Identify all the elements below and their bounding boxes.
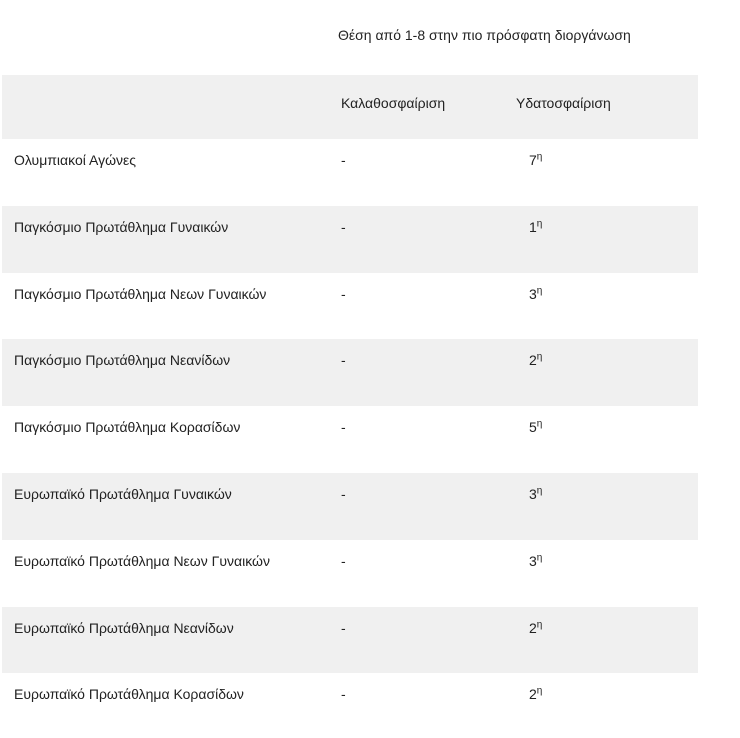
waterpolo-place-ordinal-suffix: η: [536, 485, 543, 497]
waterpolo-place-number: 5: [529, 419, 537, 436]
header-row: [2, 75, 698, 139]
competition-label: Παγκόσμιο Πρωτάθλημα Γυναικών: [14, 218, 229, 235]
waterpolo-place-ordinal-suffix: η: [536, 418, 543, 430]
waterpolo-place-ordinal-suffix: η: [536, 618, 543, 630]
basketball-value: -: [341, 686, 346, 703]
basketball-value: -: [341, 352, 346, 369]
waterpolo-place-number: 2: [529, 686, 537, 703]
waterpolo-value: [504, 540, 698, 607]
waterpolo-place-ordinal-suffix: η: [536, 351, 543, 363]
waterpolo-place-ordinal-suffix: η: [536, 552, 543, 564]
waterpolo-value: [504, 406, 698, 473]
competition-label: Ευρωπαϊκό Πρωτάθλημα Κορασίδων: [14, 686, 244, 703]
waterpolo-value: [504, 607, 698, 674]
waterpolo-value: [504, 473, 698, 540]
waterpolo-place-number: 1: [529, 218, 537, 235]
basketball-value: -: [341, 285, 346, 302]
competition-label: Ευρωπαϊκό Πρωτάθλημα Νεων Γυναικών: [14, 552, 270, 569]
competition-label: Ευρωπαϊκό Πρωτάθλημα Γυναικών: [14, 485, 232, 502]
basketball-column-header: Καλαθοσφαίριση: [341, 95, 446, 111]
waterpolo-place-number: 3: [529, 552, 537, 569]
table-row: [2, 607, 698, 674]
waterpolo-place-number: 7: [529, 152, 537, 168]
waterpolo-value: [504, 206, 698, 273]
basketball-value: -: [341, 485, 346, 502]
basketball-value: -: [341, 552, 346, 569]
competition-column-header: [2, 75, 329, 139]
table-row: [2, 206, 698, 273]
waterpolo-place-number: 2: [529, 619, 537, 636]
waterpolo-column-header: Υδατοσφαίριση: [516, 95, 611, 111]
waterpolo-value: [504, 273, 698, 340]
waterpolo-place-number: 3: [529, 285, 537, 302]
table-row: [2, 273, 698, 340]
waterpolo-place-ordinal-suffix: η: [536, 284, 543, 296]
table-row: [2, 406, 698, 473]
waterpolo-value: [504, 673, 698, 738]
table-row: [2, 540, 698, 607]
waterpolo-value: [504, 139, 698, 206]
table-row: [2, 673, 698, 738]
waterpolo-place-ordinal-suffix: η: [536, 151, 543, 163]
competition-label: Παγκόσμιο Πρωτάθλημα Νεων Γυναικών: [14, 285, 267, 302]
table-caption: Θέση από 1-8 στην πιο πρόσφατη διοργάνωση: [338, 27, 631, 43]
waterpolo-place-number: 3: [529, 485, 537, 502]
basketball-value: -: [341, 619, 346, 636]
basketball-value: -: [341, 419, 346, 436]
competition-label: Ολυμπιακοί Αγώνες: [14, 152, 136, 168]
waterpolo-place-ordinal-suffix: η: [536, 218, 543, 230]
waterpolo-value: [504, 339, 698, 406]
table-row: [2, 473, 698, 540]
table-body: [2, 139, 698, 738]
table-row: [2, 139, 698, 206]
competition-label: Ευρωπαϊκό Πρωτάθλημα Νεανίδων: [14, 619, 234, 636]
basketball-value: -: [341, 152, 346, 168]
waterpolo-place-ordinal-suffix: η: [536, 685, 543, 697]
basketball-value: -: [341, 218, 346, 235]
standings-table: [2, 75, 698, 738]
competition-label: Παγκόσμιο Πρωτάθλημα Νεανίδων: [14, 352, 231, 369]
competition-label: Παγκόσμιο Πρωτάθλημα Κορασίδων: [14, 419, 241, 436]
waterpolo-place-number: 2: [529, 352, 537, 369]
table-row: [2, 339, 698, 406]
